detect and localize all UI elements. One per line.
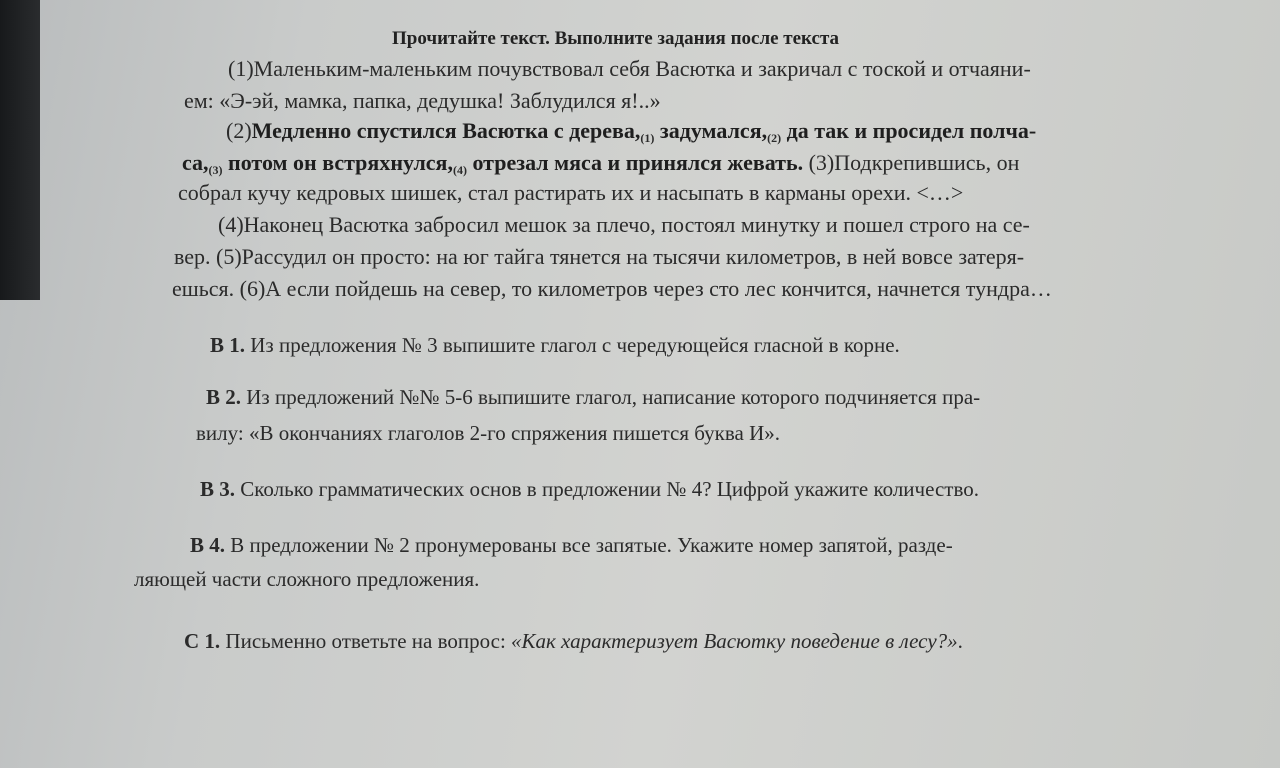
text-line-1: (1)Маленьким-маленьким почувствовал себя Васютка и закричал с тоской и отчаяни-: [228, 56, 1031, 81]
bold-sentence-part: отрезал мяса и принялся жевать.: [466, 150, 804, 175]
comma-number: (1): [640, 131, 655, 145]
dark-background-corner: [0, 0, 40, 300]
task-text: Письменно ответьте на вопрос:: [220, 629, 512, 653]
page-title: Прочитайте текст. Выполните задания после текста: [392, 28, 840, 49]
text-line-5: собрал кучу кедровых шишек, стал растирать их и насыпать в карманы орехи. <…>: [178, 180, 964, 205]
bold-sentence-part: потом он встряхнулся,: [222, 150, 453, 175]
bold-sentence-part: да так и просидел полча-: [781, 118, 1037, 143]
bold-sentence-part: Медленно спустился Васютка с дерева,: [251, 118, 641, 143]
task-label: В 2.: [206, 385, 242, 409]
bold-sentence-part: са,: [182, 150, 209, 175]
task-text: Из предложений №№ 5-6 выпишите глагол, написание которого подчиняется пра-: [241, 385, 981, 409]
task-question-italic: «Как характеризует Васютку поведение в лесу?»: [511, 629, 958, 653]
sentence-text: (3)Подкрепившись, он: [803, 150, 1020, 175]
task-label: В 4.: [190, 533, 226, 557]
task-b2-line-2: вилу: «В окончаниях глаголов 2-го спряжения пишется буква И».: [196, 421, 780, 445]
task-text: В предложении № 2 пронумерованы все запятые. Укажите номер запятой, разде-: [225, 533, 953, 557]
sentence-number: (2): [226, 118, 252, 143]
task-label: В 1.: [210, 333, 246, 357]
task-b4: [190, 532, 953, 558]
task-text-end: .: [957, 629, 963, 653]
comma-number: (4): [452, 163, 467, 177]
text-line-7: вер. (5)Рассудил он просто: на юг тайга тянется на тысячи километров, в ней вовсе затеря-: [174, 244, 1025, 269]
task-text: Сколько грамматических основ в предложении № 4? Цифрой укажите количество.: [235, 477, 979, 501]
comma-number: (3): [208, 163, 223, 177]
task-b4-line-2: ляющей части сложного предложения.: [134, 567, 480, 591]
task-label: С 1.: [184, 629, 221, 653]
task-b3: [200, 476, 979, 502]
task-label: В 3.: [200, 477, 236, 501]
bold-sentence-part: задумался,: [654, 118, 768, 143]
comma-number: (2): [767, 131, 782, 145]
text-line-8: ешься. (6)А если пойдешь на север, то километров через сто лес кончится, начнется тундра…: [172, 276, 1052, 301]
text-line-4: [182, 150, 1019, 183]
text-line-6: (4)Наконец Васютка забросил мешок за плечо, постоял минутку и пошел строго на се-: [218, 212, 1030, 237]
text-line-3: [226, 118, 1036, 151]
text-line-2: ем: «Э-эй, мамка, папка, дедушка! Заблудился я!..»: [184, 88, 661, 113]
task-b2: [206, 384, 980, 410]
task-text: Из предложения № 3 выпишите глагол с чередующейся гласной в корне.: [245, 333, 900, 357]
task-c1: [184, 628, 963, 654]
task-b1: [210, 332, 900, 358]
